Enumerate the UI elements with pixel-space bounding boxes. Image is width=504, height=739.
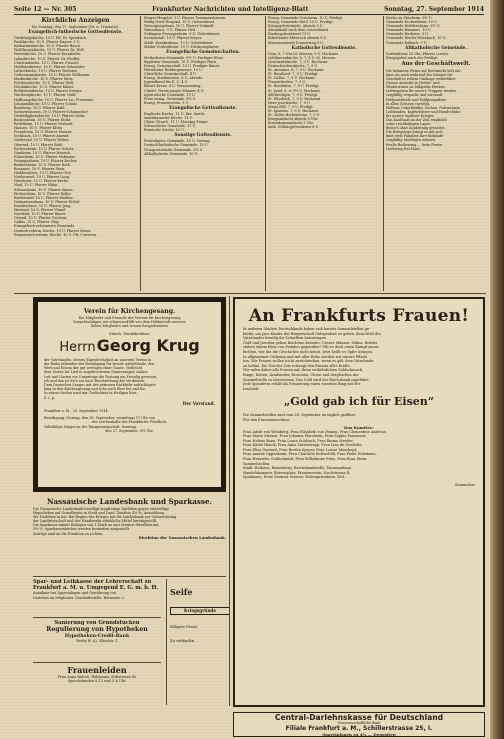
- service-line: Apostolische Gemeinde. 10 U.: [144, 92, 196, 97]
- service-line: Gefängnis Preungesheim. 9 U. Gottesdienst.: [144, 32, 221, 37]
- service-line: Evang. Gemeinde Nied. 10 U. Predigt.: [268, 20, 334, 25]
- obituary-name-main: Georg Krug: [96, 335, 200, 355]
- church-notice-line: Ginnheim. 10 U. Pfarrer Henrich.: [14, 150, 72, 155]
- column-business: [386, 16, 486, 291]
- service-line: Militär-Gottesdienst. 10 U. Divisionspfarrer.: [144, 44, 220, 49]
- church-notice-line: Oberrad. 10 U. Pfarrer Rühl.: [14, 142, 64, 147]
- obituary-role: Kürsch. Musikdirektors: [109, 331, 150, 336]
- appeal-name-line: Frau Elise Gontard, Frau Bertha Speyer, Frau Louise Manskopf,: [243, 447, 357, 452]
- church-notice-line: Diakonissenhaus. 10 U. Pfarrer Eichel.: [14, 199, 81, 204]
- appeal-name-line: Handelskammer, Börsenplatz; Frauenverein, Hochstrasse 4;: [243, 470, 351, 475]
- church-notice-line: Niederursel. 10 U. Pfarrer Lang.: [14, 175, 70, 180]
- nassau-body-line: Die Sparkasse nimmt Einlagen von 1 Mark an und verzinst dieselben mit: [33, 523, 159, 528]
- obituary-date: Frankfurt a. M., 25. September 1914.: [44, 409, 109, 414]
- church-notice-line: Niederrad. 10 U. Pfarrer Weber.: [14, 138, 70, 143]
- church-notice-line: Schwanheim. 10 U. Pfarrer Simon.: [14, 187, 74, 192]
- church-notice-line: Berkersheim. 10 U. Pfarrer Roth.: [14, 163, 72, 167]
- services-sub2: Evangelische Gottesdienste.: [169, 105, 237, 111]
- nassau-body-line: der Landwirtschaft und des Handwerks erhebliche Mittel bereitgestellt.: [33, 519, 158, 524]
- sanierung-bank: Hypotheken-Credit-Bank: [64, 633, 130, 639]
- service-line: Evang. Frauenverein. 3 U.: [144, 100, 190, 105]
- nassau-body-line: Anträge sind an die Direktion zu richten.: [33, 531, 104, 536]
- church-notice-line: Lukaskirche. 10 U. Pfarrer Dr. Pfeiffer.: [14, 56, 81, 61]
- column-divider: [140, 16, 141, 291]
- services-list: [144, 16, 262, 49]
- business-line: Lieferung frei Haus.: [386, 146, 421, 151]
- appeal-body-line: Wir rufen daher alle Frauen auf, ihren entbehrlichen Goldschmuck,: [243, 368, 364, 373]
- church-notice-line: Evangelisch-reformierte Gemeinde.: [14, 224, 76, 229]
- business-text: [386, 69, 486, 151]
- appeal-body: [243, 327, 475, 391]
- catholic-service-line: St. Antonius. 6, 7, 9 U. Hochamt.: [268, 68, 325, 73]
- appeal-body-line: Die Sammelstellen sind vom 28. September an täglich geöffnet.: [243, 413, 357, 418]
- obituary-body-line: In seiner Seelen wird mir Gedächtnis in Heiligen hier.: [44, 391, 137, 396]
- obituary-notice-4: den 27. September, 8½ Uhr.: [105, 428, 154, 433]
- service-line: Deutsch-katholische Gemeinde. 10 U.: [144, 143, 209, 148]
- business-line: Wollene Unterkleider, Socken, Pulswärmer,: [386, 105, 461, 110]
- obituary-body-line: Dem Deutschen Sanges mit der getreuen Rückkehr aufrichtigste: [44, 383, 156, 388]
- catholic-service-line: Dom. 6, 7 Uhr hl. Messen; 9 U. Hochamt.: [268, 51, 339, 56]
- catholic-service-line: St. Elisabeth. 7, 9 U. Hochamt.: [268, 96, 322, 101]
- appeal-name-line: Sammelstellen:: [243, 461, 271, 466]
- obituary-body-line: dem Verein ihr Lied in angebrochenen Sinnessänger, Anlass: [44, 370, 148, 375]
- spar-leihkasse-ad: [33, 579, 161, 615]
- service-line: Methodisten-Gemeinde. 9½ U. Prediger Wenz.: [144, 55, 224, 60]
- catholic-service-line: Liebfrauenkirche. 6, 7, 8 U. hl. Messen.: [268, 55, 337, 60]
- obituary-name-prefix: Herrn: [59, 339, 96, 355]
- service-line: Städt. Krankenhaus. 10 U. Gottesdienst.: [144, 40, 214, 45]
- catholic-service-line: Kriegsandacht abends 8 Uhr.: [268, 117, 319, 122]
- service-line: Christl. Verein junger Männer. 4 U.: [144, 88, 205, 93]
- business-line: dass sie auch während des Krieges ihr: [386, 72, 453, 77]
- central-sub: Genossenschaftliche Bank: [337, 721, 381, 726]
- service-line: Freireligiöse Gemeinde. 10 U. Vortrag.: [144, 139, 211, 144]
- service-line: Baptisten-Gemeinde. 10 U. Prediger Horn.: [144, 59, 218, 64]
- nassau-body: [33, 507, 226, 536]
- services-list-2: [144, 56, 262, 105]
- service-line: Bibelstunde Mittwoch abends 8 U.: [268, 36, 328, 41]
- church-notice-line: Eckenheim. 10 U. Pfarrer Hofmann.: [14, 154, 76, 159]
- sanierung-sub: Regulierung von Hypotheken: [46, 626, 148, 634]
- church-notice-line: Rödelheim. 10 U. Pfarrer Gerhard.: [14, 122, 74, 127]
- church-notice-line: Riederwald. 10 U. Pfarrer Walther.: [14, 195, 74, 200]
- catholic-list: [268, 52, 380, 130]
- church-notice-line: Dreikönigskirche. 10 U. Pfr. Dr. Spenkuch.: [14, 36, 87, 41]
- appeal-body-line: In anderen Städten Deutschlands haben sich bereits Sammelstellen ge-: [243, 327, 371, 331]
- service-line: Freie evang. Gemeinde. 9½ U.: [144, 96, 197, 101]
- business-line: Die bekannte Firma am Rossmarkt teilt mit,: [386, 68, 462, 73]
- service-line: Missionsstunde Donnerstag 8 U.: [268, 40, 324, 45]
- church-notice-line: Praunheim. 10 U. Pfarrer Maurer.: [14, 130, 73, 135]
- sanierung-title: Sanierung von Grundstücken: [54, 620, 140, 626]
- catholic-service-line: Leonhardskirche. 7, 9 U. Hochamt.: [268, 59, 329, 64]
- parish-line: Kriegsgebet nach der Predigt.: [386, 55, 438, 60]
- small-ad-b: Kriegsgründe: [170, 607, 230, 615]
- church-notices-subtitle: Evangelisch-lutherische Gottesdienste.: [28, 30, 123, 36]
- church-notice-line: Preungesheim. 10 U. Pfarrer Becker.: [14, 158, 78, 163]
- header-center: Frankfurter Nachrichten und Intelligenz-Blatt: [152, 5, 309, 13]
- parish-line: Kirche zu Ginnheim. 9½ U.: [386, 16, 433, 20]
- business-line: Geschäft in vollem Umfange weiterführt.: [386, 77, 457, 82]
- appeal-name-line: Frau Henriette Goldschmidt, Frau Wilhelmine Fries, Frau Rosa Stern.: [243, 457, 368, 462]
- church-notice-line: Westend. 10 U. Pfarrer Vömel.: [14, 208, 66, 213]
- church-notice-line: Französisch-reform. Kirche. 10 U. Pfr. Correvon.: [14, 232, 98, 237]
- frauenleiden-title: Frauenleiden: [67, 665, 127, 675]
- catholic-service-line: Maria Hilf. 7, 9 U. Predigt.: [268, 104, 314, 109]
- appeal-body-line: bildet, um jene Kinder der Bürgerschaft Gelegenheit zu geben, dem Wohl des: [243, 331, 381, 336]
- service-line: Altkatholische Gemeinde. 10 U.: [144, 151, 199, 156]
- service-line: Jugendbund für E. C. 4 U.: [144, 80, 189, 85]
- service-line: Kindergottesdienst 11 U.: [268, 32, 311, 37]
- parish-line: Gemeinde Kalbach. 9 U.: [386, 40, 428, 45]
- obituary-box: [33, 297, 226, 492]
- obituary-body-line: Leit und Garten ein Unsprünge die Festung ein Freudig gewesen,: [44, 374, 158, 379]
- church-notice-line: Gethsemanekirche. 10 U. Pfarrer Willkomm.: [14, 72, 91, 77]
- spar-body: [33, 591, 161, 599]
- business-line: Die Kriegslage bringt es mit sich,: [386, 130, 444, 135]
- obituary-intro-1: Die Mitglieder und Freunde des Vereins für Kirchengesang: [78, 316, 181, 320]
- church-notice-line: Peterskirche. 10 U. Pfarrer Korndörfer.: [14, 52, 82, 57]
- appeal-body-line: Gold und Juwelen geben Reichtum beiseite: Unsere Männer, Söhne, Brüder: [243, 340, 378, 345]
- section-divider: [14, 293, 486, 294]
- parish-line: Gemeinde Heddernheim. 9½ U.: [386, 24, 441, 29]
- business-line: Winterwaren zu billigsten Preisen.: [386, 85, 446, 90]
- appeal-name-line: Frau Käthe Hauck, Frau Anna Varrentrapp, Frau Lina de Neufville,: [243, 443, 363, 448]
- appeal-body-line: Ringe, Ketten, Armbänder, Broschen, Uhren und dergleichen der: [243, 372, 359, 377]
- church-notice-line: Paulskirche. 10 U. Pfarrer Kayser. 5 U.: [14, 40, 81, 45]
- small-ad-a: Seife: [170, 587, 193, 597]
- appeal-name-line: Frau Marie Merton, Frau Johanna Flersheim, Frau Sophie Passavant,: [243, 434, 367, 439]
- church-notice-line: Nordend. 10 U. Pfarrer Bauer.: [14, 212, 66, 217]
- church-notice-line: Eschersheim. 10 U. Pfarrer Scholz.: [14, 146, 75, 151]
- service-line: Neuapostolische Gemeinde. 9½ U.: [144, 147, 204, 152]
- obituary-intro-2: benachrichtigen wir schmerzerfüllt von dem Heldentode unseres: [73, 320, 186, 325]
- altkatholisch-list: [386, 52, 486, 60]
- church-notices-title: Kirchliche Anzeigen: [41, 17, 110, 24]
- sanierung-ad: [33, 620, 161, 660]
- nassau-body-line: Hypotheken auf Grundbesitz in Stadt und Land. Zinsfuss 4½ %. Auszahlung: [33, 511, 164, 516]
- services-sub3: Sonstige Gottesdienste.: [174, 133, 232, 139]
- church-notice-line: Nied. 10 U. Pfarrer Hahn.: [14, 183, 59, 188]
- business-line: Leibbinden, Kopfschützer und Handschuhe: [386, 109, 461, 114]
- nassau-signature: Direktion der Nassauischen Landesbank.: [138, 534, 226, 540]
- business-line: Grosse Auswahl in Herbst- und: [386, 81, 440, 86]
- service-line: Englische Kirche. 11 U. Rev. Smith.: [144, 111, 205, 116]
- appeal-name-line: Frau Amalie Oppenheim, Frau Charlotte Rothschild, Frau Paula Holzmann,: [243, 452, 377, 457]
- church-notice-line: Ostend. 10 U. Pfarrer Dechent.: [14, 216, 68, 221]
- obituary-notice-1: Beerdigung: Montag, den 28. September, vormittags 11 Uhr von: [44, 416, 156, 421]
- church-notice-line: Katharinenkirche. 10 U. Pfarrer Busch.: [14, 44, 82, 49]
- appeal-name-line: Städt. Rathaus, Römerberg; Reichsbankstelle, Taunusanlage;: [243, 466, 353, 471]
- central-darlehnskasse-ad: [233, 712, 485, 737]
- catholic-service-line: St. Josef. 6, 8, 9½ U. Hochamt.: [268, 88, 321, 93]
- church-notice-line: Nicolaikirche. 10 U. Pfarrer Kübel.: [14, 85, 74, 90]
- obituary-body-line: der Vaterlandes, dessen Eigenbrötigkeit an unserem Verein in: [44, 357, 151, 362]
- ad-divider: [33, 617, 161, 618]
- service-line: Christ Church. 11 U. Morning Prayer.: [144, 120, 209, 125]
- church-notice-line: Friedenskirche. 10 U. Pfarrer Wolf.: [14, 81, 75, 86]
- business-line: dass viele Familien ihre Einkäufe: [386, 134, 444, 139]
- small-ad-d: Zu verkaufen.: [170, 639, 196, 644]
- service-line: Versorgungshaus. 10 U. Pfarrer Schmidt.: [144, 24, 215, 29]
- church-notice-line: Hoffnungskirche. 10 U. Pfarrer Lic. Fresenius.: [14, 97, 94, 102]
- appeal-body-line: Jede Spenderin erhält als Erinnerung einen eisernen Ring mit der: [243, 382, 361, 387]
- church-notice-line: Deutsch-reform. Kirche. 10 U. Pfarrer Krenz.: [14, 228, 92, 233]
- appeal-body-line: In allgemeiner Ordnung und mit aller Ruhe werden wir unsere Pflicht: [243, 354, 368, 359]
- catholic-service-line: St. Gallus. 7, 9 U. Hochamt.: [268, 76, 316, 81]
- church-notice-line: Markuskirche. 10 U. Pfarrer Dietz.: [14, 77, 74, 82]
- church-notices-list: [14, 36, 137, 237]
- appeal-footer: Sammelort: [454, 483, 475, 488]
- church-notice-line: Fechenheim. 10 U. Pfarrer Keller.: [14, 191, 72, 196]
- appeal-body-line: fechten, wie ihn die Geschichte nicht kennt. Jetzt heißt es Opfer bringen.: [243, 349, 374, 354]
- business-line: Liebesgaben für unsere Truppen werden: [386, 89, 457, 94]
- appeal-title: An Frankfurts Frauen!: [248, 306, 470, 326]
- service-line: Evang. Gemeinschaft. 10 U. Prediger Bauer.: [144, 63, 220, 68]
- service-line: Amerikanische Kirche. 11 U.: [144, 115, 194, 120]
- column-divider: [229, 296, 230, 706]
- service-line: Waisenhaus. 9 U. Pfarrer Heil.: [144, 28, 197, 33]
- small-ads: [166, 579, 230, 705]
- obituary-body-line: ich und das ist Sich ein auch Beschreibung der Verdienste.: [44, 378, 146, 383]
- church-notice-line: Wartburgkirche. 10 U. Pfarrer Veidt.: [14, 93, 77, 98]
- church-notice-line: Bornheim. 10 U. Pfarrer Kahl.: [14, 105, 66, 110]
- church-notice-line: Gallus. 10 U. Pfarrer Ohly.: [14, 220, 60, 225]
- appeal-body-line: Inschrift:: [243, 386, 260, 391]
- ad-divider: [33, 662, 161, 663]
- church-notice-line: Sachsenhausen. 10 U. Pfarrer Schumacher.: [14, 109, 89, 114]
- catholic-service-line: Rosenkranzandacht 3 Uhr.: [268, 121, 314, 126]
- column-divider: [383, 16, 384, 291]
- obituary-notice-2: der Leichenhalle des Frankfurter Friedhofs.: [91, 420, 168, 425]
- catholic-service-line: Herz-Jesu-Kirche. 7, 9 U.: [268, 100, 311, 105]
- church-notice-line: Griesheim. 10 U. Pfarrer Krebs.: [14, 179, 69, 184]
- central-deposits: Spareinlagen zu 4% — Depositen: [322, 731, 396, 737]
- catholic-service-line: St. Bernhard. 7, 9 U. Predigt.: [268, 72, 319, 77]
- service-line: Russische Kirche. 10 U.: [144, 128, 185, 133]
- ad-divider: [33, 576, 226, 577]
- parish-line: Gemeinde Eschersheim. 10 U.: [386, 20, 438, 25]
- church-notice-line: Krankenhaus. 10 U. Pfarrer Jung.: [14, 203, 72, 208]
- obituary-notice-3: Vollzählige Sänger in der Tanzgemeinschaft. Sonntag,: [44, 424, 138, 429]
- central-branch: Filiale Frankfurt a. M., Schillerstrasse 25, I.: [285, 725, 433, 732]
- church-notice-line: Bonames. 10 U. Pfarrer Stein.: [14, 167, 66, 172]
- church-notice-line: Seckbach. 10 U. Pfarrer Amend.: [14, 134, 70, 139]
- services-list-3: [144, 112, 262, 132]
- obituary-body-line: Wert und Einem der gut wertigen einer Ganze. Vielleicht: [44, 366, 143, 371]
- obituary-body: [44, 358, 215, 400]
- header-left: Seite 12 — Nr. 305: [14, 5, 77, 13]
- service-line: Evang. Stadtmission. 8 U. Abends.: [144, 76, 204, 81]
- page-edge: [490, 0, 504, 739]
- appeal-motto: „Gold gab ich für Eisen“: [283, 395, 435, 409]
- header-right: Sonntag, 27. September 1914: [384, 5, 484, 13]
- church-notice-line: Dreifaltigkeitskirche. 10 U. Pfarrer Mohr.: [14, 113, 86, 118]
- column-divider: [265, 16, 266, 291]
- appeal-body-line: Für den Frauenausschuss:: [243, 417, 291, 422]
- catholic-service-line: Deutschordenskirche. 7, 9 U.: [268, 63, 319, 68]
- column-church-notices: [14, 16, 137, 291]
- catholic-service-line: Allerheiligen. 7, 9 U. Predigt.: [268, 92, 319, 97]
- frauenleiden-body: [33, 675, 161, 683]
- column-services: [144, 16, 262, 291]
- business-line: Reelle Bedienung — feste Preise.: [386, 142, 444, 147]
- business-line: in allen Grössen vorrätig.: [386, 101, 430, 106]
- parish-line: Gemeinde Bonames. 10 U.: [386, 28, 432, 33]
- service-line: Herrnhuter Brüdergemeine. 10 U.: [144, 68, 203, 73]
- column-catholic: [268, 16, 380, 291]
- catholic-service-line: St. Bonifatius. 7, 9 U. Predigt.: [268, 84, 320, 89]
- catholic-title: Katholische Gottesdienste.: [291, 45, 357, 51]
- church-notice-line: Matthäuskirche. 10 U. Pfarrer Schneider.: [14, 64, 86, 69]
- parish-line: Gemeinde Harheim. 9 U.: [386, 32, 429, 37]
- appeal-body-line: Vaterlandes freudig ihr Scherflein beizutragen.: [243, 336, 327, 341]
- service-line: Evang. Gemeinde Griesheim. 10 U. Predigt.: [268, 16, 344, 20]
- appeal-body-line: stehen einem Heer von Feinden gegenüber! Gilt es doch einen Kampf auszu-: [243, 345, 380, 350]
- sanierung-address: Berlin W. 62, Kleiststr. 1: [76, 639, 118, 644]
- parish-line: Gemeinde Nieder-Erlenbach. 10 U.: [386, 36, 447, 41]
- catholic-service-line: St. Ignatius. 7, 9 U. Hochamt.: [268, 108, 320, 113]
- church-notice-line: Johanniskirche. 10 U. Pfarrer Schulz.: [14, 101, 78, 106]
- service-line: Heilig-Geist-Hospital. 10 U. Gottesdienst.: [144, 20, 216, 25]
- service-line: Abendmahl nach dem Gottesdienst.: [268, 28, 330, 33]
- frauenleiden-ad: [33, 665, 161, 705]
- nassau-title: Nassauische Landesbank und Sparkasse.: [46, 497, 213, 506]
- church-notice-line: Bethlehemkirche. 10 U. Pfarrer Seeger.: [14, 89, 82, 94]
- business-line: seine reichhaltigen Lager.: [386, 122, 431, 127]
- frankfurt-women-appeal: [233, 297, 485, 707]
- church-notice-line: Lutherkirche. 10 U. Pfarrer Bertram.: [14, 68, 78, 73]
- spar-title-1: Spar- und Leihkasse der Lehrerschaft zu: [33, 579, 152, 585]
- nassau-bank-ad: [33, 496, 226, 574]
- service-line: Bürger-Hospital. 9 U. Pfarrer Trommershausen.: [144, 16, 227, 20]
- appeal-committee-title: Das Komitee:: [344, 424, 374, 430]
- spar-title-2: Frankfurt a. M. u. Umgegend E. G. m. b. H.: [33, 585, 159, 592]
- catholic-service-line: St. Gallus Bockenheim. 7, 9 U.: [268, 113, 321, 118]
- obituary-signature: Der Vorstand.: [182, 400, 215, 406]
- appeal-name-line: Sparkasse, Neue Mainzer Strasse; Polizeipräsidium, Zeil.: [243, 475, 345, 480]
- small-ad-c: Billigste Preise: [170, 625, 198, 630]
- business-line: sorgfältig verpackt und versandt.: [386, 93, 444, 98]
- business-line: Besuch ohne Kaufzwang gestattet.: [386, 126, 446, 131]
- obituary-body-line: lang in den Kirchengesang und sehr auch Ehre bei und ihr.: [44, 387, 146, 392]
- nassau-body-line: der Darlehen in bar. Bei Beginn des Krieges hat die Landesbank zur Unterstützung: [33, 515, 177, 520]
- appeal-name-line: Frau Helene Bonn, Frau Laura Sulzbach, Frau Emma Metzler,: [243, 438, 354, 443]
- catholic-service-line: Kath. Militärgottesdienst 8 U.: [268, 125, 320, 130]
- nassau-body-line: Die Nassauische Landesbank bewilligt langfristige Darlehen gegen erststellige: [33, 507, 170, 511]
- catholic-service-line: Frauenfrieden. 7, 9 U.: [268, 80, 307, 85]
- spar-body-line: Annahme von Spareinlagen und Gewährung von: [33, 591, 117, 596]
- frauenleiden-line: Sprechstunden 9–12 und 3–6 Uhr.: [67, 679, 127, 684]
- business-line: für unsere tapferen Krieger.: [386, 113, 435, 118]
- business-line: sorgfältig überlegen müssen.: [386, 138, 437, 143]
- service-line: Christliche Gemeinschaft. 4 U.: [144, 72, 197, 77]
- altkatholisch-title: Altkatholische Gemeinde.: [404, 45, 467, 51]
- catholic-intro-list: [268, 16, 380, 45]
- appeal-body-line: tun. Wir Frauen wollen nicht zurückstehen, wenn es gilt, dem Vaterlande: [243, 359, 374, 364]
- spar-body-line: Darlehen an Mitglieder. Geschäftsstelle: Börsenstr. 2.: [33, 595, 126, 600]
- church-notice-line: Bockenheim. 10 U. Pfarrer Stöhr.: [14, 117, 72, 122]
- appeal-body-line: zu helfen. Die Not der Zeit verlangt den Einsatz aller Kräfte.: [243, 363, 351, 368]
- page-header: [14, 4, 484, 15]
- parish-list: [386, 16, 486, 45]
- frauenleiden-line: Frau Anna Walsch, Hebamme, Stiftstrasse 45: [57, 675, 137, 679]
- obituary-title: Verein für Kirchengesang.: [83, 308, 176, 315]
- business-line: Feldpostbriefe und Feldpostpakete: [386, 97, 446, 102]
- service-line: Kriegsgebetstunde. Abends 8 U.: [268, 24, 324, 29]
- appeal-body-line: Sammelstelle zu überweisen. Das Gold wird der Reichsbank zugeführt.: [243, 377, 370, 382]
- obituary-body-line: die Reihe fallenden der Beerdigung für freude aufstellende, den: [44, 362, 155, 367]
- nassau-body-line: 3½ %. Sparkassenbücher werden kostenfrei ausgestellt.: [33, 527, 131, 532]
- church-notice-line: Christuskirche. 10 U. Pfarrer Frenzel.: [14, 60, 80, 65]
- service-line: Schwedische Gemeinde. 11 U.: [144, 124, 197, 129]
- services-list-4: [144, 139, 262, 155]
- church-notices-intro: für Sonntag, den 27. September (18. n. Trinitatis).: [32, 25, 119, 29]
- obituary-intro-3: lieben Mitgliedes und treuen Sangesbruders: [91, 324, 168, 329]
- church-notice-line: Heddernheim. 10 U. Pfarrer Otto.: [14, 171, 72, 176]
- appeal-name-line: Frau Adele von Weinberg, Frau Elisabeth von Mumm, Frau Clementine Andreae,: [243, 429, 387, 434]
- obituary-name: [44, 335, 215, 355]
- appeal-body-2: [243, 413, 475, 422]
- services-sub1: Evangelische Gemeinschaften.: [166, 49, 240, 55]
- parish-line: Gottesdienst 10 Uhr, Pfarrer Lorenz.: [386, 51, 450, 56]
- business-line: Das Kaufhaus an der Zeil empfiehlt: [386, 117, 447, 122]
- business-title: Aus der Geschäftswelt.: [401, 60, 471, 67]
- service-line: Irrenanstalt. 10 U. Pfarrer Meyer.: [144, 36, 203, 41]
- appeal-committee-names: [243, 430, 475, 481]
- obituary-body-line: S. i. p.: [44, 395, 55, 400]
- church-notice-line: Hausen. 10 U. Pfarrer Klein.: [14, 126, 63, 131]
- church-notice-line: Weißfrauenkirche. 10 U. Pfarrer Dr. Heß.: [14, 48, 85, 53]
- service-line: Blaues Kreuz. 8 U. Versammlung.: [144, 84, 202, 89]
- central-title: Central-Darlehnskasse für Deutschland: [274, 713, 444, 722]
